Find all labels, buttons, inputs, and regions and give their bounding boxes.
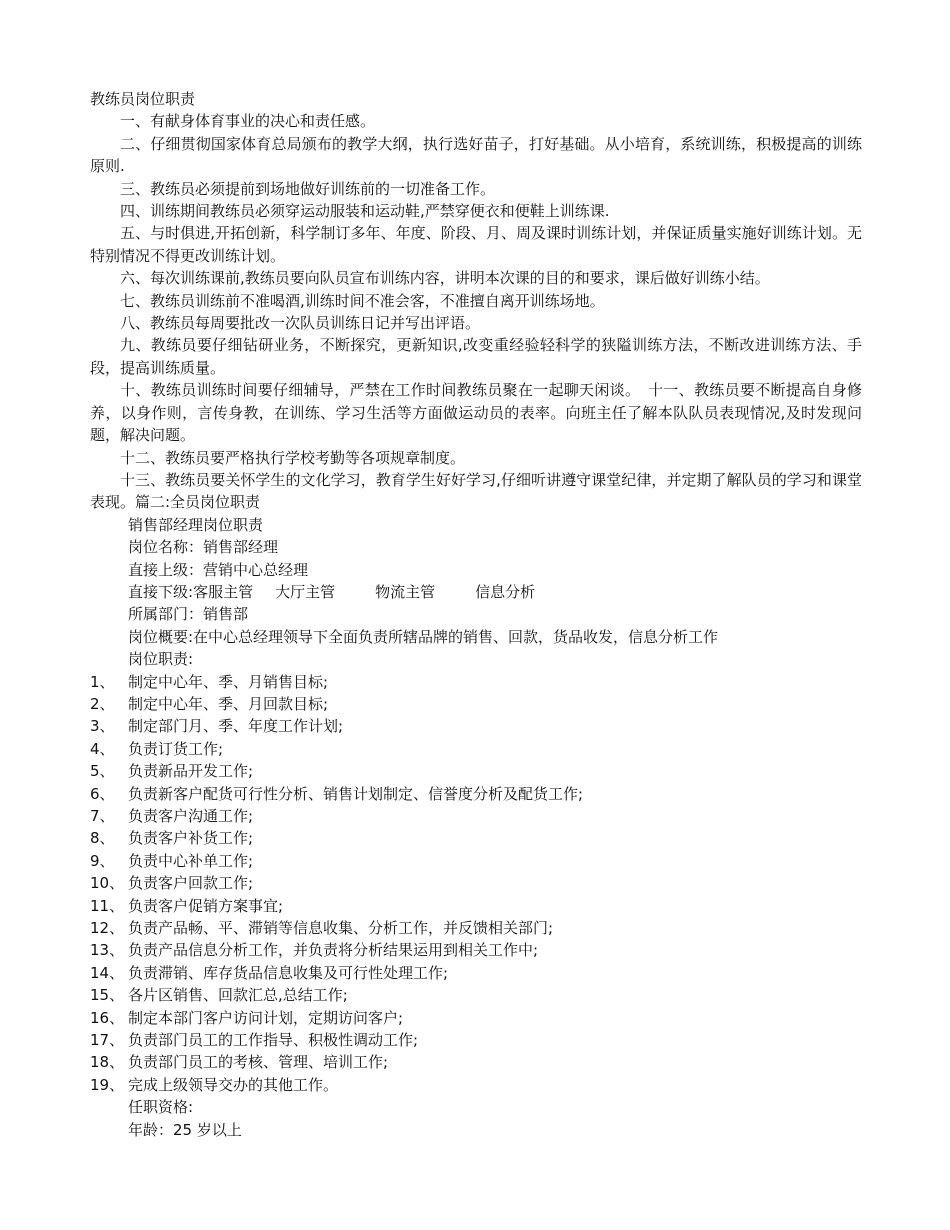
list-item	[90, 805, 862, 827]
coach-duty-1: 一、有献身体育事业的决心和责任感。	[120, 112, 376, 131]
list-item	[90, 1074, 862, 1096]
item-number: 19、	[90, 1075, 125, 1094]
item-number: 10、	[90, 874, 125, 893]
subordinate-item: 客服主管	[193, 582, 254, 601]
item-number: 6、	[90, 784, 115, 803]
coach-duty-13: 十三、教练员要关怀学生的文化学习，教育学生好好学习,仔细听讲遵守课堂纪律，并定期了解队员的学习和课堂表现。篇二:全员岗位职责	[90, 470, 862, 512]
item-text: 完成上级领导交办的其他工作。	[128, 1075, 339, 1094]
direct-superior: 直接上级：营销中心总经理	[128, 560, 309, 579]
coach-duty-5: 五、与时俱进,开拓创新，科学制订多年、年度、阶段、月、周及课时训练计划，并保证质量实施好训练计划。无特别情况不得更改训练计划。	[90, 224, 862, 265]
item-number: 2、	[90, 694, 115, 713]
subordinate-item: 物流主管	[375, 582, 436, 601]
item-text: 各片区销售、回款汇总,总结工作;	[128, 986, 348, 1005]
item-text: 制定本部门客户访问计划，定期访问客户;	[128, 1008, 404, 1027]
coach-duty-8: 八、教练员每周要批改一次队员训练日记并写出评语。	[120, 314, 481, 333]
document-title: 教练员岗位职责	[90, 90, 196, 108]
item-number: 14、	[90, 963, 125, 982]
document-page	[90, 88, 862, 1141]
item-text: 负责中心补单工作;	[128, 851, 254, 870]
list-item	[90, 872, 862, 894]
item-number: 3、	[90, 717, 115, 736]
item-text: 负责部门员工的工作指导、积极性调动工作;	[128, 1031, 419, 1050]
list-item	[90, 671, 862, 693]
position-name: 岗位名称：销售部经理	[128, 538, 279, 557]
coach-duty-6: 六、每次训练课前,教练员要向队员宣布训练内容，讲明本次课的目的和要求，课后做好训练小结。	[120, 269, 770, 288]
item-number: 13、	[90, 941, 125, 960]
item-number: 11、	[90, 896, 125, 915]
list-item	[90, 939, 862, 961]
list-item	[90, 738, 862, 760]
item-text: 负责部门员工的考核、管理、培训工作;	[128, 1053, 389, 1072]
list-item	[90, 850, 862, 872]
list-item	[90, 783, 862, 805]
item-number: 8、	[90, 829, 115, 848]
item-number: 9、	[90, 851, 115, 870]
age-requirement: 年龄：25 岁以上	[128, 1120, 242, 1139]
item-text: 负责客户回款工作;	[128, 874, 254, 893]
coach-duties-list	[90, 110, 862, 513]
item-text: 制定中心年、季、月回款目标;	[128, 694, 329, 713]
list-item	[90, 693, 862, 715]
item-text: 制定中心年、季、月销售目标;	[128, 672, 329, 691]
item-text: 负责产品信息分析工作，并负责将分析结果运用到相关工作中;	[128, 941, 539, 960]
item-number: 4、	[90, 739, 115, 758]
list-item	[90, 760, 862, 782]
position-summary: 岗位概要:在中心总经理领导下全面负责所辖品牌的销售、回款，货品收发，信息分析工作	[128, 627, 719, 646]
coach-duty-12: 十二、教练员要严格执行学校考勤等各项规章制度。	[120, 448, 466, 467]
list-item	[90, 895, 862, 917]
item-number: 5、	[90, 762, 115, 781]
item-text: 负责滞销、库存货品信息收集及可行性处理工作;	[128, 963, 449, 982]
coach-duty-7: 七、教练员训练前不准喝酒,训练时间不准会客，不准擅自离开训练场地。	[120, 291, 605, 310]
section-heading: 销售部经理岗位职责	[128, 515, 264, 534]
list-item	[90, 1029, 862, 1051]
sales-duties-list	[90, 671, 862, 1097]
coach-duty-3: 三、教练员必须提前到场地做好训练前的一切准备工作。	[120, 179, 496, 198]
qualification-label: 任职资格:	[128, 1098, 194, 1117]
subordinate-label: 直接下级:	[128, 582, 194, 601]
item-number: 18、	[90, 1053, 125, 1072]
list-item	[90, 1051, 862, 1073]
coach-duty-4: 四、训练期间教练员必须穿运动服装和运动鞋,严禁穿便衣和便鞋上训练课.	[120, 202, 610, 221]
item-text: 负责客户补货工作;	[128, 829, 254, 848]
list-item	[90, 984, 862, 1006]
coach-duty-9: 九、教练员要仔细钻研业务，不断探究，更新知识,改变重经验轻科学的狭隘训练方法，不断改进训练方法、手段，提高训练质量。	[90, 336, 862, 377]
item-number: 1、	[90, 672, 115, 691]
item-number: 17、	[90, 1031, 125, 1050]
coach-duty-10: 十、教练员训练时间要仔细辅导，严禁在工作时间教练员聚在一起聊天闲谈。 十一、教练员要不断提高自身修养，以身作则，言传身教，在训练、学习生活等方面做运动员的表率。向班主任了解本队队员表现情况,及时发现问题，解决问题。	[90, 381, 862, 445]
item-number: 12、	[90, 919, 125, 938]
item-text: 负责订货工作;	[128, 739, 224, 758]
sales-manager-section	[90, 514, 862, 1141]
duties-label: 岗位职责:	[128, 650, 194, 669]
item-text: 负责新品开发工作;	[128, 762, 254, 781]
item-text: 负责客户沟通工作;	[128, 807, 254, 825]
item-text: 负责新客户配货可行性分析、销售计划制定、信誉度分析及配货工作;	[128, 784, 584, 803]
list-item	[90, 827, 862, 849]
list-item	[90, 715, 862, 737]
item-text: 制定部门月、季、年度工作计划;	[128, 717, 344, 736]
item-number: 16、	[90, 1008, 125, 1027]
list-item	[90, 962, 862, 984]
item-text: 负责客户促销方案事宜;	[128, 896, 284, 915]
list-item	[90, 917, 862, 939]
direct-subordinates	[90, 581, 862, 603]
coach-duty-2: 二、仔细贯彻国家体育总局颁布的教学大纲，执行选好苗子，打好基础。从小培育，系统训练，积极提高的训练原则.	[90, 134, 862, 176]
department: 所属部门：销售部	[128, 605, 249, 624]
subordinate-item: 信息分析	[475, 582, 536, 601]
subordinate-item: 大厅主管	[275, 582, 336, 601]
item-number: 7、	[90, 807, 115, 825]
list-item	[90, 1007, 862, 1029]
item-text: 负责产品畅、平、滞销等信息收集、分析工作，并反馈相关部门;	[128, 919, 554, 938]
item-number: 15、	[90, 986, 125, 1005]
